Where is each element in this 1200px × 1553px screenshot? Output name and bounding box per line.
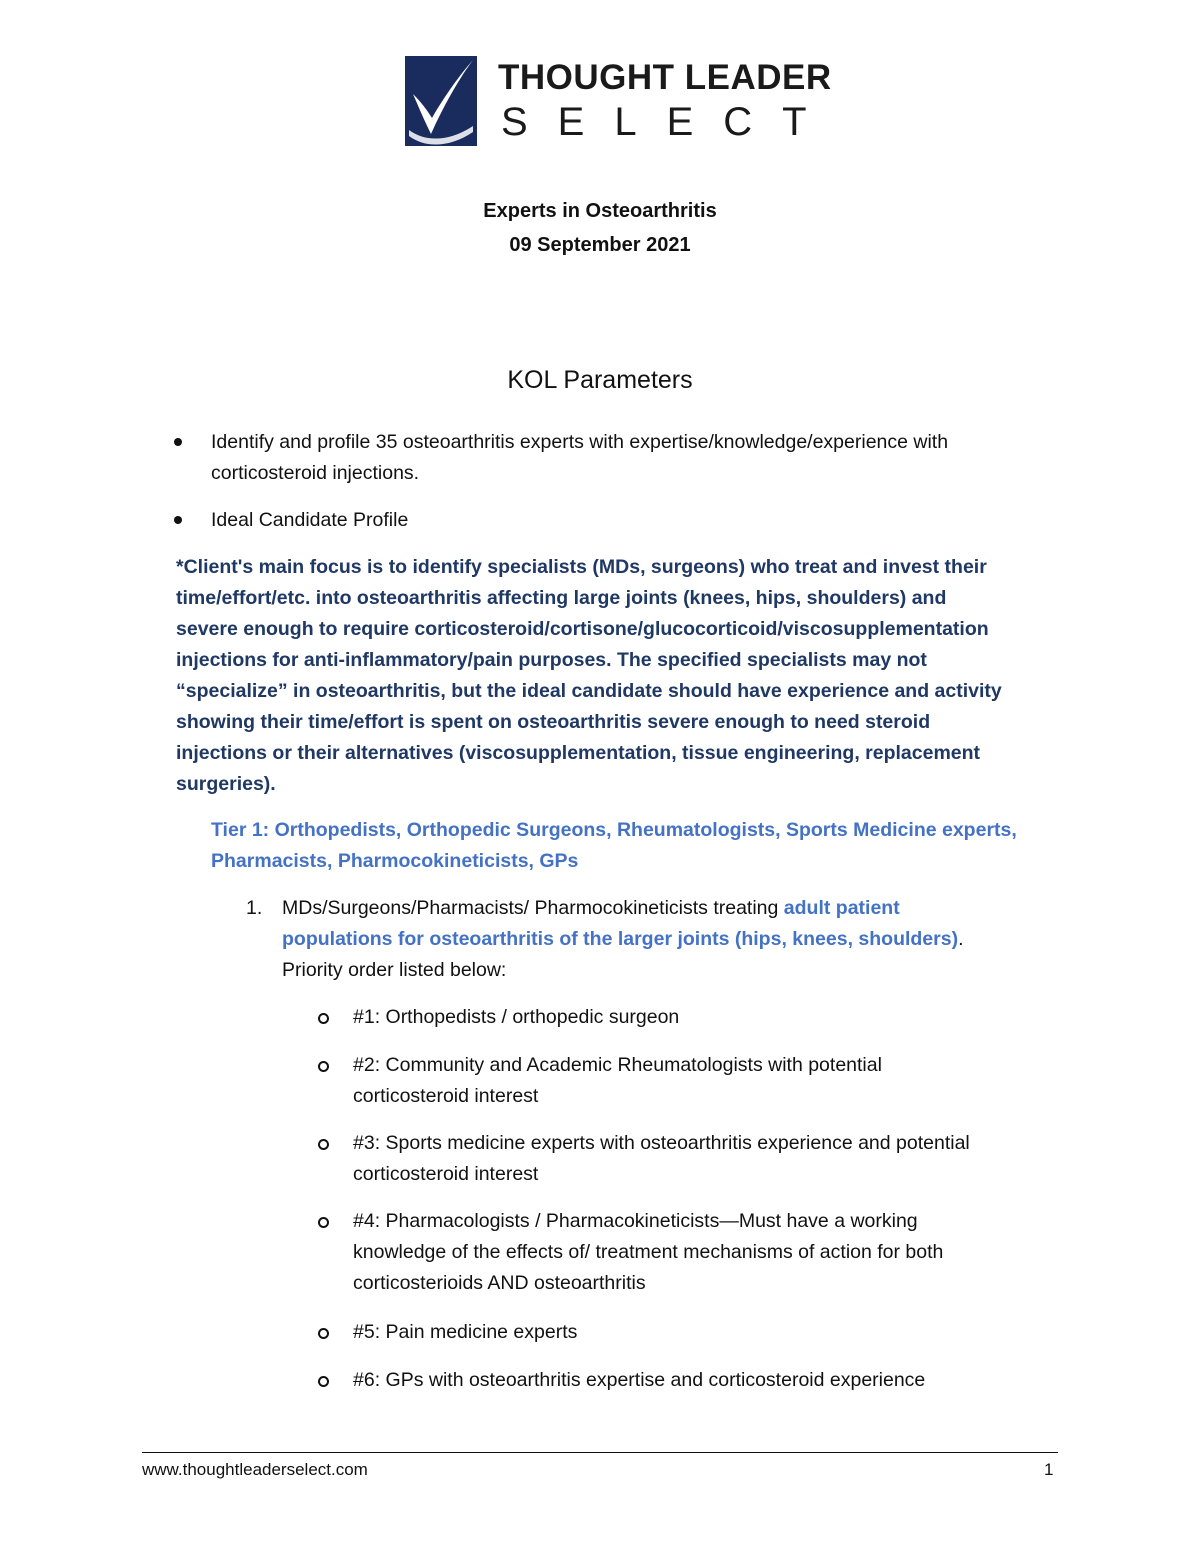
priority-item-2-line2: corticosteroid interest [353,1085,539,1107]
page-number: 1 [1044,1460,1054,1479]
logo-text-line2: SELECT [501,100,837,144]
numbered-line1-highlight: adult patient [783,897,900,919]
numbered-line2-tail: . [958,928,964,950]
focus-line: “specialize” in osteoarthritis, but the ideal candidate should have experience and activity [176,680,1002,702]
priority-item-1: #1: Orthopedists / orthopedic surgeon [353,1006,680,1028]
list-number: 1. [246,897,263,919]
focus-line: severe enough to require corticosteroid/cortisone/glucocorticoid/viscosupplementation [176,618,989,640]
priority-item-3-line2: corticosteroid interest [353,1163,539,1185]
numbered-line2-highlight: populations for osteoarthritis of the larger joints (hips, knees, shoulders) [282,928,959,950]
logo-text-line1: THOUGHT LEADER [498,58,832,97]
focus-line: showing their time/effort is spent on osteoarthritis severe enough to need steroid [176,711,931,733]
priority-item-4-line1: #4: Pharmacologists / Pharmacokineticists—Must have a working [353,1210,918,1232]
priority-item-4-line2: knowledge of the effects of/ treatment mechanisms of action for both [353,1241,944,1263]
numbered-item [282,893,1062,986]
bullet-dot-icon [174,438,182,446]
circle-bullet-icon [318,1376,329,1387]
numbered-line3: Priority order listed below: [282,959,507,981]
circle-bullet-icon [318,1139,329,1150]
numbered-line1-plain: MDs/Surgeons/Pharmacists/ Pharmocokineticists treating [282,897,784,919]
priority-item-4 [353,1206,1073,1299]
bullet-item-2: Ideal Candidate Profile [211,509,409,531]
focus-line: injections or their alternatives (viscosupplementation, tissue engineering, replacement [176,742,981,764]
circle-bullet-icon [318,1217,329,1228]
client-focus-paragraph [176,552,1056,800]
footer-divider [142,1452,1058,1453]
document-title: Experts in Osteoarthritis [483,200,717,222]
priority-item-3 [353,1128,1073,1190]
bullet-item-1-line2: corticosteroid injections. [211,462,420,484]
document-date: 09 September 2021 [509,234,691,256]
priority-item-4-line3: corticosterioids AND osteoarthritis [353,1272,646,1294]
circle-bullet-icon [318,1013,329,1024]
priority-item-2 [353,1050,1073,1112]
priority-item-2-line1: #2: Community and Academic Rheumatologists with potential [353,1054,882,1076]
tier-heading [211,815,1071,877]
tier-line2: Pharmacists, Pharmocokineticists, GPs [211,850,579,872]
focus-line: surgeries). [176,773,276,795]
circle-bullet-icon [318,1061,329,1072]
circle-bullet-icon [318,1328,329,1339]
bullet-item-1 [211,427,1081,489]
section-heading: KOL Parameters [507,366,693,394]
bullet-item-1-line1: Identify and profile 35 osteoarthritis experts with expertise/knowledge/experience with [211,431,949,453]
priority-item-6: #6: GPs with osteoarthritis expertise and corticosteroid experience [353,1369,926,1391]
priority-item-5: #5: Pain medicine experts [353,1321,578,1343]
priority-item-3-line1: #3: Sports medicine experts with osteoarthritis experience and potential [353,1132,970,1154]
focus-line: injections for anti-inflammatory/pain purposes. The specified specialists may not [176,649,927,671]
tier-line1: Tier 1: Orthopedists, Orthopedic Surgeons, Rheumatologists, Sports Medicine experts, [211,819,1017,841]
bullet-dot-icon [174,516,182,524]
focus-line: *Client's main focus is to identify specialists (MDs, surgeons) who treat and invest their [176,556,987,578]
footer-website: www.thoughtleaderselect.com [142,1460,368,1479]
logo-mark-icon [405,56,477,146]
focus-line: time/effort/etc. into osteoarthritis affecting large joints (knees, hips, shoulders) and [176,587,947,609]
